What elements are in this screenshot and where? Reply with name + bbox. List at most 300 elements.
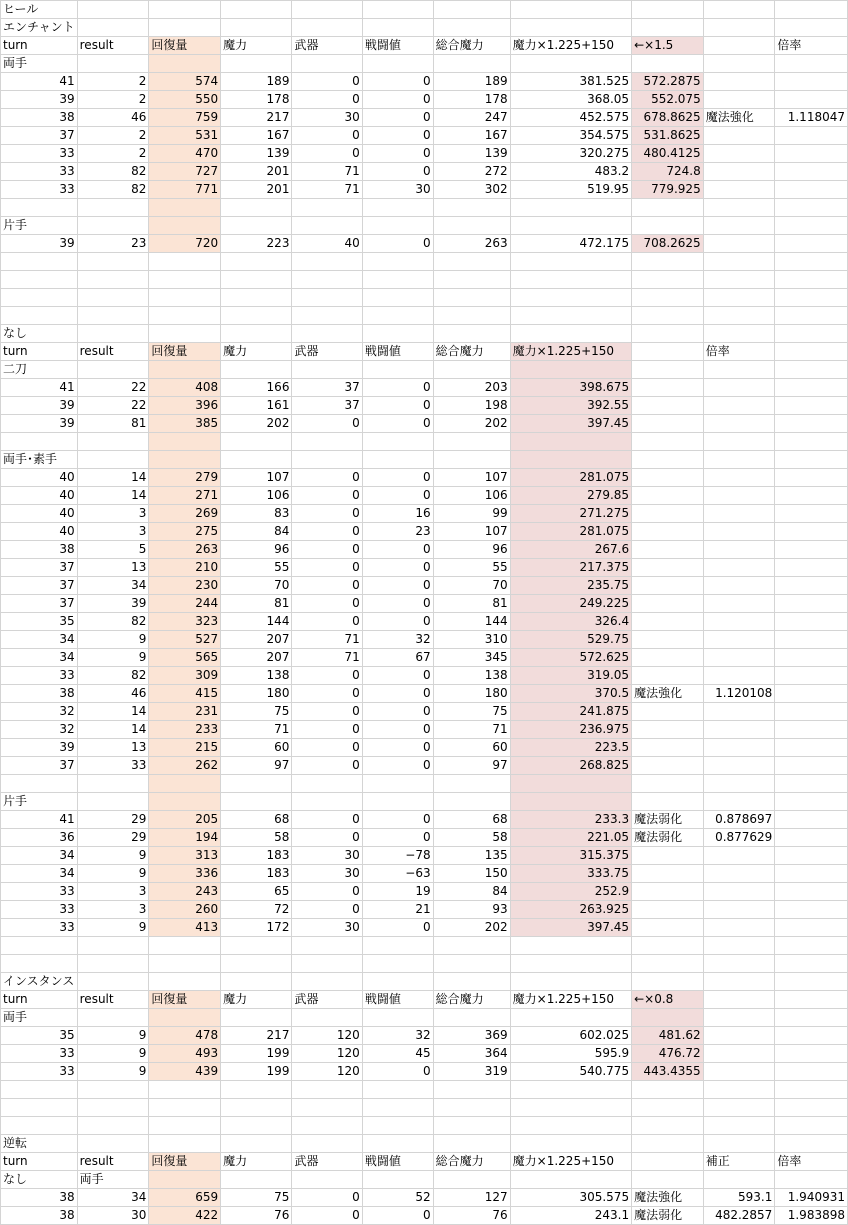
sheet-cell[interactable] (632, 379, 704, 397)
sheet-cell[interactable]: ヒール (1, 1, 78, 19)
sheet-cell[interactable]: 71 (433, 721, 510, 739)
sheet-cell[interactable] (292, 793, 362, 811)
sheet-cell[interactable] (433, 271, 510, 289)
sheet-cell[interactable] (632, 19, 704, 37)
sheet-cell[interactable] (433, 793, 510, 811)
sheet-cell[interactable]: 368.05 (510, 91, 631, 109)
sheet-cell[interactable]: turn (1, 991, 78, 1009)
sheet-cell[interactable] (775, 811, 848, 829)
sheet-cell[interactable]: 武器 (292, 1153, 362, 1171)
sheet-cell[interactable] (775, 91, 848, 109)
sheet-cell[interactable]: 41 (1, 379, 78, 397)
sheet-cell[interactable]: 281.075 (510, 523, 631, 541)
sheet-cell[interactable]: 574 (149, 73, 221, 91)
sheet-cell[interactable]: 313 (149, 847, 221, 865)
sheet-cell[interactable] (703, 307, 775, 325)
sheet-cell[interactable]: 回復量 (149, 37, 221, 55)
sheet-cell[interactable]: 38 (1, 685, 78, 703)
sheet-cell[interactable] (703, 667, 775, 685)
sheet-cell[interactable]: 281.075 (510, 469, 631, 487)
sheet-cell[interactable] (292, 271, 362, 289)
sheet-cell[interactable]: 39 (77, 595, 149, 613)
sheet-cell[interactable]: 71 (292, 163, 362, 181)
sheet-cell[interactable]: 0 (362, 811, 433, 829)
sheet-cell[interactable]: 201 (221, 181, 292, 199)
sheet-cell[interactable] (149, 775, 221, 793)
sheet-cell[interactable]: result (77, 343, 149, 361)
sheet-cell[interactable]: 0 (362, 415, 433, 433)
sheet-cell[interactable] (632, 415, 704, 433)
sheet-cell[interactable]: 319 (433, 1063, 510, 1081)
sheet-cell[interactable]: 片手 (1, 217, 78, 235)
sheet-cell[interactable]: 総合魔力 (433, 343, 510, 361)
sheet-cell[interactable]: 60 (433, 739, 510, 757)
sheet-cell[interactable]: 439 (149, 1063, 221, 1081)
sheet-cell[interactable] (292, 1, 362, 19)
sheet-cell[interactable]: 13 (77, 739, 149, 757)
sheet-cell[interactable] (221, 19, 292, 37)
sheet-cell[interactable]: 40 (292, 235, 362, 253)
sheet-cell[interactable] (703, 613, 775, 631)
sheet-cell[interactable] (703, 1171, 775, 1189)
sheet-cell[interactable] (632, 775, 704, 793)
sheet-cell[interactable]: 161 (221, 397, 292, 415)
sheet-cell[interactable]: 82 (77, 613, 149, 631)
sheet-cell[interactable]: 0 (362, 757, 433, 775)
sheet-cell[interactable] (149, 433, 221, 451)
sheet-cell[interactable] (362, 1117, 433, 1135)
sheet-cell[interactable] (775, 793, 848, 811)
sheet-cell[interactable]: 22 (77, 397, 149, 415)
sheet-cell[interactable]: 75 (221, 1189, 292, 1207)
sheet-cell[interactable] (632, 1153, 704, 1171)
sheet-cell[interactable] (775, 343, 848, 361)
sheet-cell[interactable]: 3 (77, 901, 149, 919)
sheet-cell[interactable]: 203 (433, 379, 510, 397)
sheet-cell[interactable]: 0 (362, 559, 433, 577)
sheet-cell[interactable]: 413 (149, 919, 221, 937)
sheet-cell[interactable]: 倍率 (775, 37, 848, 55)
sheet-cell[interactable] (362, 433, 433, 451)
sheet-cell[interactable] (149, 1, 221, 19)
sheet-cell[interactable]: 40 (1, 523, 78, 541)
sheet-cell[interactable] (703, 1099, 775, 1117)
sheet-cell[interactable]: 189 (433, 73, 510, 91)
sheet-cell[interactable] (292, 253, 362, 271)
sheet-cell[interactable] (703, 865, 775, 883)
sheet-cell[interactable] (703, 1081, 775, 1099)
sheet-cell[interactable] (510, 253, 631, 271)
sheet-cell[interactable]: 魔法弱化 (632, 829, 704, 847)
sheet-cell[interactable]: 9 (77, 865, 149, 883)
sheet-cell[interactable]: 14 (77, 703, 149, 721)
sheet-cell[interactable]: 9 (77, 1063, 149, 1081)
sheet-cell[interactable] (149, 217, 221, 235)
sheet-cell[interactable] (632, 739, 704, 757)
sheet-cell[interactable] (775, 19, 848, 37)
sheet-cell[interactable]: 172 (221, 919, 292, 937)
sheet-cell[interactable] (703, 127, 775, 145)
sheet-cell[interactable] (77, 307, 149, 325)
sheet-cell[interactable]: 183 (221, 865, 292, 883)
sheet-cell[interactable] (703, 793, 775, 811)
sheet-cell[interactable] (510, 199, 631, 217)
sheet-cell[interactable] (77, 433, 149, 451)
sheet-cell[interactable]: 33 (1, 667, 78, 685)
sheet-cell[interactable]: 0.878697 (703, 811, 775, 829)
sheet-cell[interactable]: 両手 (1, 1009, 78, 1027)
sheet-cell[interactable] (703, 325, 775, 343)
sheet-cell[interactable] (775, 559, 848, 577)
sheet-cell[interactable]: 33 (1, 919, 78, 937)
sheet-cell[interactable]: 483.2 (510, 163, 631, 181)
sheet-cell[interactable]: 263.925 (510, 901, 631, 919)
sheet-cell[interactable]: 397.45 (510, 415, 631, 433)
sheet-cell[interactable]: 178 (221, 91, 292, 109)
sheet-cell[interactable]: 両手･素手 (1, 451, 78, 469)
sheet-cell[interactable]: 魔法強化 (632, 685, 704, 703)
sheet-cell[interactable]: 71 (292, 649, 362, 667)
sheet-cell[interactable] (703, 937, 775, 955)
sheet-cell[interactable]: 194 (149, 829, 221, 847)
sheet-cell[interactable] (433, 217, 510, 235)
sheet-cell[interactable] (775, 253, 848, 271)
sheet-cell[interactable]: 0 (362, 163, 433, 181)
sheet-cell[interactable]: 0 (292, 1207, 362, 1225)
sheet-cell[interactable] (632, 721, 704, 739)
sheet-cell[interactable]: 241.875 (510, 703, 631, 721)
sheet-cell[interactable]: 724.8 (632, 163, 704, 181)
sheet-cell[interactable]: 35 (1, 613, 78, 631)
sheet-cell[interactable]: 34 (1, 847, 78, 865)
sheet-cell[interactable] (775, 757, 848, 775)
sheet-cell[interactable] (149, 1117, 221, 1135)
sheet-cell[interactable]: 150 (433, 865, 510, 883)
sheet-cell[interactable]: 107 (433, 469, 510, 487)
sheet-cell[interactable]: 727 (149, 163, 221, 181)
sheet-cell[interactable] (775, 1171, 848, 1189)
sheet-cell[interactable]: 0 (292, 577, 362, 595)
sheet-cell[interactable] (775, 775, 848, 793)
sheet-cell[interactable]: 58 (221, 829, 292, 847)
sheet-cell[interactable]: 210 (149, 559, 221, 577)
sheet-cell[interactable]: 198 (433, 397, 510, 415)
sheet-cell[interactable]: 167 (433, 127, 510, 145)
sheet-cell[interactable]: 魔法弱化 (632, 811, 704, 829)
sheet-cell[interactable]: 552.075 (632, 91, 704, 109)
sheet-cell[interactable]: 戦闘値 (362, 991, 433, 1009)
sheet-cell[interactable]: 0 (362, 739, 433, 757)
sheet-cell[interactable] (632, 1, 704, 19)
sheet-cell[interactable] (703, 505, 775, 523)
sheet-cell[interactable] (221, 199, 292, 217)
sheet-cell[interactable] (221, 451, 292, 469)
sheet-cell[interactable] (221, 307, 292, 325)
sheet-cell[interactable]: 0 (292, 487, 362, 505)
sheet-cell[interactable] (362, 451, 433, 469)
sheet-cell[interactable]: 759 (149, 109, 221, 127)
sheet-cell[interactable]: result (77, 1153, 149, 1171)
sheet-cell[interactable]: 370.5 (510, 685, 631, 703)
sheet-cell[interactable] (77, 973, 149, 991)
sheet-cell[interactable]: 493 (149, 1045, 221, 1063)
sheet-cell[interactable] (632, 649, 704, 667)
sheet-cell[interactable]: 58 (433, 829, 510, 847)
sheet-cell[interactable] (703, 973, 775, 991)
sheet-cell[interactable]: 67 (362, 649, 433, 667)
sheet-cell[interactable] (775, 685, 848, 703)
sheet-cell[interactable]: 0 (362, 469, 433, 487)
sheet-cell[interactable] (1, 271, 78, 289)
sheet-cell[interactable] (632, 847, 704, 865)
sheet-cell[interactable] (292, 937, 362, 955)
sheet-cell[interactable]: 221.05 (510, 829, 631, 847)
sheet-cell[interactable]: turn (1, 343, 78, 361)
sheet-cell[interactable]: 0 (362, 1207, 433, 1225)
sheet-cell[interactable]: 217.375 (510, 559, 631, 577)
sheet-cell[interactable]: 217 (221, 109, 292, 127)
sheet-cell[interactable] (775, 235, 848, 253)
sheet-cell[interactable] (510, 451, 631, 469)
sheet-cell[interactable]: 398.675 (510, 379, 631, 397)
sheet-cell[interactable] (775, 577, 848, 595)
sheet-cell[interactable] (433, 325, 510, 343)
sheet-cell[interactable]: 482.2857 (703, 1207, 775, 1225)
sheet-cell[interactable] (362, 55, 433, 73)
sheet-cell[interactable]: 30 (292, 109, 362, 127)
sheet-cell[interactable]: 397.45 (510, 919, 631, 937)
sheet-cell[interactable]: 1.940931 (775, 1189, 848, 1207)
sheet-cell[interactable]: ←×1.5 (632, 37, 704, 55)
sheet-cell[interactable]: 0 (292, 127, 362, 145)
sheet-cell[interactable]: 45 (362, 1045, 433, 1063)
sheet-cell[interactable]: 302 (433, 181, 510, 199)
sheet-cell[interactable] (703, 883, 775, 901)
sheet-cell[interactable] (149, 271, 221, 289)
sheet-cell[interactable] (703, 1135, 775, 1153)
sheet-cell[interactable] (77, 253, 149, 271)
sheet-cell[interactable] (149, 1099, 221, 1117)
sheet-cell[interactable] (632, 937, 704, 955)
sheet-cell[interactable] (77, 1099, 149, 1117)
sheet-cell[interactable]: 260 (149, 901, 221, 919)
sheet-cell[interactable] (77, 1081, 149, 1099)
sheet-cell[interactable]: 5 (77, 541, 149, 559)
sheet-cell[interactable]: 9 (77, 631, 149, 649)
sheet-cell[interactable] (149, 289, 221, 307)
sheet-cell[interactable]: 0 (362, 1063, 433, 1081)
sheet-cell[interactable]: 84 (221, 523, 292, 541)
sheet-cell[interactable]: 678.8625 (632, 109, 704, 127)
sheet-cell[interactable] (149, 19, 221, 37)
sheet-cell[interactable] (362, 271, 433, 289)
sheet-cell[interactable]: 268.825 (510, 757, 631, 775)
sheet-cell[interactable]: 97 (221, 757, 292, 775)
sheet-cell[interactable]: 0 (292, 829, 362, 847)
sheet-cell[interactable] (632, 1135, 704, 1153)
sheet-cell[interactable]: 71 (292, 181, 362, 199)
sheet-cell[interactable]: 2 (77, 127, 149, 145)
sheet-cell[interactable]: 120 (292, 1027, 362, 1045)
sheet-cell[interactable]: 23 (362, 523, 433, 541)
sheet-cell[interactable] (632, 307, 704, 325)
sheet-cell[interactable]: 0 (362, 919, 433, 937)
sheet-cell[interactable]: 452.575 (510, 109, 631, 127)
sheet-cell[interactable]: 0 (292, 145, 362, 163)
sheet-cell[interactable] (775, 199, 848, 217)
sheet-cell[interactable] (632, 1099, 704, 1117)
sheet-cell[interactable]: 231 (149, 703, 221, 721)
sheet-cell[interactable] (362, 955, 433, 973)
sheet-cell[interactable] (775, 271, 848, 289)
sheet-cell[interactable]: 223 (221, 235, 292, 253)
sheet-cell[interactable] (632, 541, 704, 559)
sheet-cell[interactable]: 279.85 (510, 487, 631, 505)
sheet-cell[interactable]: 9 (77, 1045, 149, 1063)
sheet-cell[interactable] (433, 775, 510, 793)
sheet-cell[interactable] (632, 1117, 704, 1135)
sheet-cell[interactable]: 97 (433, 757, 510, 775)
sheet-cell[interactable]: 138 (221, 667, 292, 685)
sheet-cell[interactable]: 199 (221, 1063, 292, 1081)
sheet-cell[interactable]: 倍率 (775, 1153, 848, 1171)
sheet-cell[interactable] (632, 883, 704, 901)
sheet-cell[interactable]: −78 (362, 847, 433, 865)
sheet-cell[interactable]: 144 (221, 613, 292, 631)
sheet-cell[interactable] (703, 523, 775, 541)
sheet-cell[interactable] (703, 415, 775, 433)
sheet-cell[interactable]: 魔力×1.225+150 (510, 343, 631, 361)
sheet-cell[interactable]: 0 (292, 685, 362, 703)
sheet-cell[interactable]: 魔法強化 (703, 109, 775, 127)
sheet-cell[interactable] (77, 217, 149, 235)
sheet-cell[interactable] (632, 955, 704, 973)
sheet-cell[interactable]: 0 (362, 721, 433, 739)
sheet-cell[interactable]: 37 (1, 757, 78, 775)
sheet-cell[interactable]: 720 (149, 235, 221, 253)
sheet-cell[interactable] (703, 541, 775, 559)
sheet-cell[interactable] (510, 289, 631, 307)
sheet-cell[interactable] (632, 343, 704, 361)
sheet-cell[interactable]: 総合魔力 (433, 1153, 510, 1171)
sheet-cell[interactable] (433, 1009, 510, 1027)
sheet-cell[interactable] (703, 721, 775, 739)
sheet-cell[interactable]: 0 (362, 703, 433, 721)
sheet-cell[interactable]: 0 (292, 91, 362, 109)
sheet-cell[interactable]: 275 (149, 523, 221, 541)
sheet-cell[interactable] (362, 289, 433, 307)
sheet-cell[interactable]: 202 (433, 415, 510, 433)
sheet-cell[interactable] (703, 91, 775, 109)
sheet-cell[interactable]: 0 (292, 469, 362, 487)
sheet-cell[interactable]: 107 (433, 523, 510, 541)
sheet-cell[interactable]: 回復量 (149, 991, 221, 1009)
sheet-cell[interactable] (775, 595, 848, 613)
sheet-cell[interactable] (632, 271, 704, 289)
sheet-cell[interactable] (149, 1081, 221, 1099)
sheet-cell[interactable] (703, 289, 775, 307)
sheet-cell[interactable]: 40 (1, 505, 78, 523)
sheet-cell[interactable]: 9 (77, 1027, 149, 1045)
sheet-cell[interactable] (433, 199, 510, 217)
sheet-cell[interactable]: 魔力×1.225+150 (510, 37, 631, 55)
sheet-cell[interactable]: 135 (433, 847, 510, 865)
sheet-cell[interactable]: 38 (1, 109, 78, 127)
sheet-cell[interactable]: 52 (362, 1189, 433, 1207)
sheet-cell[interactable]: 魔力×1.225+150 (510, 991, 631, 1009)
sheet-cell[interactable] (775, 721, 848, 739)
sheet-cell[interactable] (703, 919, 775, 937)
sheet-cell[interactable] (632, 865, 704, 883)
sheet-cell[interactable]: 120 (292, 1045, 362, 1063)
sheet-cell[interactable]: 99 (433, 505, 510, 523)
sheet-cell[interactable] (775, 181, 848, 199)
sheet-cell[interactable]: 82 (77, 181, 149, 199)
sheet-cell[interactable]: 0 (362, 91, 433, 109)
sheet-cell[interactable]: 0 (362, 577, 433, 595)
sheet-cell[interactable]: 40 (1, 469, 78, 487)
sheet-cell[interactable] (775, 397, 848, 415)
sheet-cell[interactable]: 481.62 (632, 1027, 704, 1045)
sheet-cell[interactable]: 魔力 (221, 343, 292, 361)
sheet-cell[interactable] (703, 739, 775, 757)
sheet-cell[interactable] (1, 1117, 78, 1135)
sheet-cell[interactable] (510, 955, 631, 973)
sheet-cell[interactable] (775, 505, 848, 523)
sheet-cell[interactable] (775, 901, 848, 919)
sheet-cell[interactable]: 230 (149, 577, 221, 595)
sheet-cell[interactable]: 13 (77, 559, 149, 577)
sheet-cell[interactable] (362, 361, 433, 379)
sheet-cell[interactable]: 33 (1, 163, 78, 181)
sheet-cell[interactable] (632, 325, 704, 343)
sheet-cell[interactable]: 381.525 (510, 73, 631, 91)
sheet-cell[interactable]: 38 (1, 1207, 78, 1225)
sheet-cell[interactable]: 38 (1, 1189, 78, 1207)
sheet-cell[interactable]: 39 (1, 415, 78, 433)
sheet-cell[interactable] (221, 955, 292, 973)
sheet-cell[interactable]: 21 (362, 901, 433, 919)
sheet-cell[interactable]: 魔法強化 (632, 1189, 704, 1207)
sheet-cell[interactable]: 魔力×1.225+150 (510, 1153, 631, 1171)
sheet-cell[interactable] (221, 1009, 292, 1027)
sheet-cell[interactable]: 戦闘値 (362, 1153, 433, 1171)
sheet-cell[interactable] (77, 271, 149, 289)
sheet-cell[interactable] (703, 901, 775, 919)
sheet-cell[interactable] (362, 1099, 433, 1117)
sheet-cell[interactable]: 369 (433, 1027, 510, 1045)
sheet-cell[interactable] (221, 289, 292, 307)
sheet-cell[interactable]: 392.55 (510, 397, 631, 415)
sheet-cell[interactable]: 96 (221, 541, 292, 559)
sheet-cell[interactable] (510, 1081, 631, 1099)
sheet-cell[interactable]: 29 (77, 811, 149, 829)
sheet-cell[interactable] (77, 793, 149, 811)
sheet-cell[interactable] (632, 703, 704, 721)
sheet-cell[interactable]: 0 (292, 73, 362, 91)
sheet-cell[interactable] (362, 217, 433, 235)
sheet-cell[interactable]: 215 (149, 739, 221, 757)
sheet-cell[interactable] (1, 253, 78, 271)
sheet-cell[interactable]: 333.75 (510, 865, 631, 883)
sheet-cell[interactable]: turn (1, 1153, 78, 1171)
sheet-cell[interactable]: 178 (433, 91, 510, 109)
sheet-cell[interactable]: 565 (149, 649, 221, 667)
sheet-cell[interactable] (775, 1117, 848, 1135)
sheet-cell[interactable]: 422 (149, 1207, 221, 1225)
sheet-cell[interactable]: 120 (292, 1063, 362, 1081)
sheet-cell[interactable] (632, 469, 704, 487)
